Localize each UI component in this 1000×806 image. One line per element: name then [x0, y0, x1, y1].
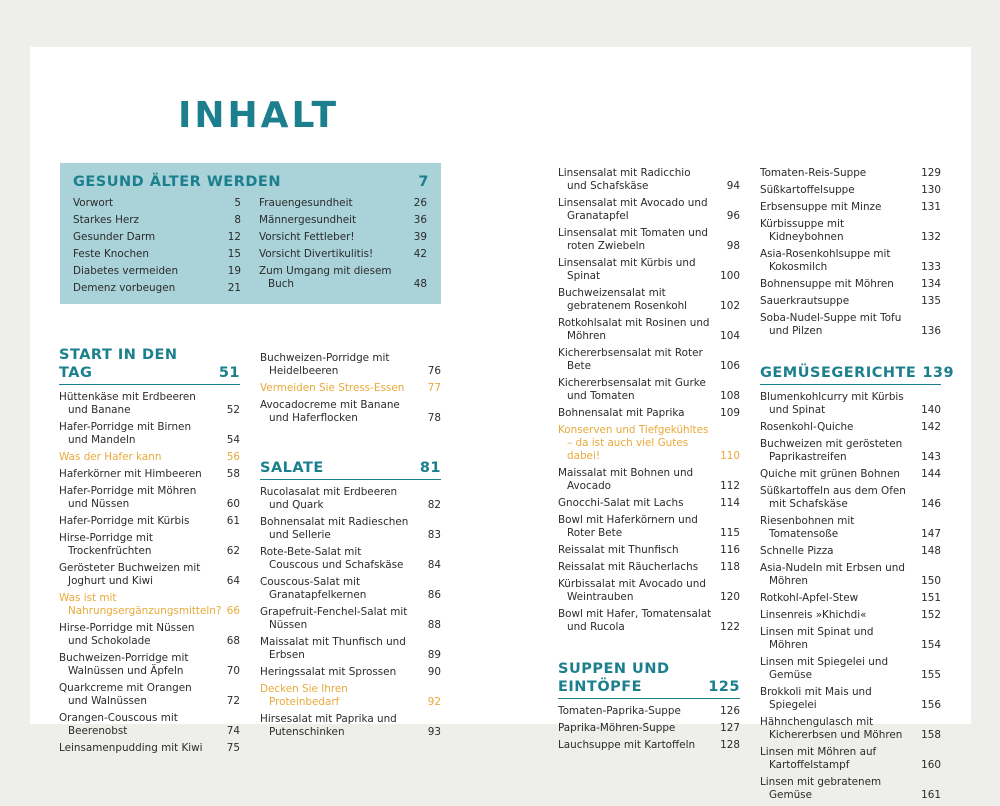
entry-page: 48	[413, 278, 427, 290]
entry-page: 155	[921, 669, 941, 681]
toc-entry[interactable]	[558, 608, 740, 634]
entry-title: Konserven und Tiefgekühltes – da ist auch viel Gutes dabei!	[558, 424, 709, 462]
toc-entry[interactable]	[760, 656, 941, 682]
entry-title: Linsensalat mit Tomaten und roten Zwiebeln	[558, 227, 708, 252]
entry-title: Lauchsuppe mit Kartoffeln	[558, 739, 696, 751]
entry-title: Erbsensuppe mit Minze	[760, 201, 882, 213]
column-4	[760, 167, 955, 806]
toc-entry[interactable]	[59, 421, 240, 447]
section-page: 81	[419, 460, 441, 476]
entry-page: 54	[226, 434, 240, 446]
entry-page: 116	[720, 544, 740, 556]
entry-title: Reissalat mit Räucherlachs	[558, 561, 699, 573]
entry-title: Bohnensuppe mit Möhren	[760, 278, 894, 290]
entry-page: 126	[720, 705, 740, 717]
toc-entry[interactable]	[558, 739, 740, 752]
entry-title: Hafer-Porridge mit Kürbis	[59, 515, 190, 527]
entry-list	[260, 486, 441, 739]
entry-title: Maissalat mit Bohnen und Avocado	[558, 467, 694, 492]
entry-title: Leinsamenpudding mit Kiwi	[59, 742, 203, 754]
entry-title: Brokkoli mit Mais und Spiegelei	[760, 686, 872, 711]
section-page: 125	[708, 679, 740, 695]
entry-title: Gerösteter Buchweizen mit Joghurt und Kiwi	[59, 562, 201, 587]
entry-title: Linsen mit Spinat und Möhren	[760, 626, 874, 651]
entry-page: 132	[921, 231, 941, 243]
entry-title: Rucolasalat mit Erdbeeren und Quark	[260, 486, 398, 511]
entry-page: 158	[921, 729, 941, 741]
entry-title: Kichererbsensalat mit Roter Bete	[558, 347, 703, 372]
entry-title: Quiche mit grünen Bohnen	[760, 468, 900, 480]
entry-page: 39	[413, 231, 427, 243]
section-title: GEMÜSEGERICHTE	[760, 365, 917, 381]
toc-entry[interactable]	[73, 214, 241, 227]
entry-page: 75	[226, 742, 240, 754]
section-page: 139	[922, 365, 955, 381]
entry-title: Männergesundheit	[259, 214, 357, 226]
page-title: INHALT	[178, 95, 340, 136]
toc-entry[interactable]	[558, 407, 740, 420]
entry-title: Was ist mit Nahrungsergänzungsmitteln?	[59, 592, 222, 617]
section-title: SALATE	[260, 460, 324, 476]
entry-page: 100	[720, 270, 740, 282]
entry-list	[558, 167, 740, 634]
section-heading-gesund[interactable]	[73, 173, 429, 193]
entry-title: Vermeiden Sie Stress-Essen	[260, 382, 405, 394]
entry-page: 144	[921, 468, 941, 480]
toc-entry-highlight[interactable]	[59, 451, 240, 464]
entry-page: 161	[921, 789, 941, 801]
entry-page: 136	[921, 325, 941, 337]
entry-page: 58	[226, 468, 240, 480]
entry-page: 15	[227, 248, 241, 260]
section-heading-suppen[interactable]	[558, 660, 740, 699]
entry-page: 61	[226, 515, 240, 527]
toc-entry[interactable]	[760, 776, 941, 802]
entry-page: 112	[720, 480, 740, 492]
toc-entry[interactable]	[760, 746, 941, 772]
entry-title: Grapefruit-Fenchel-Salat mit Nüssen	[260, 606, 408, 631]
toc-entry[interactable]	[260, 576, 441, 602]
entry-title: Linsen mit Möhren auf Kartoffelstampf	[760, 746, 877, 771]
entry-page: 160	[921, 759, 941, 771]
toc-entry[interactable]	[260, 516, 441, 542]
entry-page: 68	[226, 635, 240, 647]
entry-title: Rotkohlsalat mit Rosinen und Möhren	[558, 317, 710, 342]
entry-list	[558, 705, 740, 752]
toc-entry[interactable]	[760, 562, 941, 588]
entry-title: Diabetes vermeiden	[73, 265, 179, 277]
toc-entry[interactable]	[259, 265, 427, 291]
toc-entry[interactable]	[558, 167, 740, 193]
entry-title: Bohnensalat mit Radieschen und Sellerie	[260, 516, 409, 541]
toc-entry[interactable]	[260, 546, 441, 572]
spacer	[260, 429, 441, 459]
entry-page: 129	[921, 167, 941, 179]
entry-title: Vorsicht Divertikulitis!	[259, 248, 374, 260]
entry-title: Schnelle Pizza	[760, 545, 834, 557]
entry-page: 62	[226, 545, 240, 557]
section-heading-gemuese[interactable]	[760, 364, 955, 385]
column-3	[558, 167, 740, 756]
entry-page: 146	[921, 498, 941, 510]
entry-title: Demenz vorbeugen	[73, 282, 176, 294]
entry-title: Was der Hafer kann	[59, 451, 162, 463]
toc-entry[interactable]	[558, 514, 740, 540]
section-heading-start[interactable]	[59, 346, 240, 385]
entry-title: Heringssalat mit Sprossen	[260, 666, 397, 678]
entry-page: 98	[726, 240, 740, 252]
toc-entry[interactable]	[760, 468, 941, 481]
toc-entry[interactable]	[558, 467, 740, 493]
entry-title: Hafer-Porridge mit Birnen und Mandeln	[59, 421, 192, 446]
entry-page: 82	[427, 499, 441, 511]
toc-entry[interactable]	[760, 485, 941, 511]
toc-entry[interactable]	[259, 231, 427, 244]
toc-entry[interactable]	[760, 184, 941, 197]
entry-title: Rosenkohl-Quiche	[760, 421, 854, 433]
entry-page: 84	[427, 559, 441, 571]
entry-page: 134	[921, 278, 941, 290]
toc-entry[interactable]	[260, 636, 441, 662]
section-title: GESUND ÄLTER WERDEN	[73, 174, 281, 190]
entry-page: 143	[921, 451, 941, 463]
toc-entry[interactable]	[760, 201, 941, 214]
entry-page: 94	[726, 180, 740, 192]
entry-page: 115	[720, 527, 740, 539]
toc-entry[interactable]	[760, 312, 941, 338]
entry-title: Asia-Rosenkohlsuppe mit Kokosmilch	[760, 248, 891, 273]
toc-entry-highlight[interactable]	[558, 424, 740, 463]
toc-entry[interactable]	[760, 686, 941, 712]
entry-title: Hafer-Porridge mit Möhren und Nüssen	[59, 485, 197, 510]
entry-page: 120	[720, 591, 740, 603]
entry-page: 151	[921, 592, 941, 604]
entry-title: Linsensalat mit Avocado und Granatapfel	[558, 197, 708, 222]
toc-entry[interactable]	[259, 214, 427, 227]
toc-entry-highlight[interactable]	[260, 683, 441, 709]
toc-entry[interactable]	[260, 666, 441, 679]
entry-list	[760, 167, 941, 338]
toc-entry[interactable]	[73, 248, 241, 261]
spacer	[558, 638, 740, 660]
entry-title: Linsensalat mit Kürbis und Spinat	[558, 257, 696, 282]
toc-entry[interactable]	[59, 468, 240, 481]
entry-title: Buchweizen-Porridge mit Walnüssen und Äpfeln	[59, 652, 189, 677]
entry-page: 66	[226, 605, 240, 617]
toc-entry[interactable]	[73, 197, 241, 210]
entry-title: Hirse-Porridge mit Nüssen und Schokolade	[59, 622, 195, 647]
entry-title: Linsen mit Spiegelei und Gemüse	[760, 656, 889, 681]
toc-entry[interactable]	[73, 265, 241, 278]
entry-title: Linsenreis »Khichdi«	[760, 609, 867, 621]
entry-page: 52	[226, 404, 240, 416]
intro-section	[73, 173, 429, 197]
toc-entry[interactable]	[760, 515, 941, 541]
entry-title: Bowl mit Haferkörnern und Roter Bete	[558, 514, 698, 539]
toc-entry[interactable]	[760, 716, 941, 742]
entry-page: 140	[921, 404, 941, 416]
toc-entry[interactable]	[59, 712, 240, 738]
toc-entry-highlight[interactable]	[59, 592, 240, 618]
toc-entry[interactable]	[260, 713, 441, 739]
toc-entry[interactable]	[558, 287, 740, 313]
entry-title: Bohnensalat mit Paprika	[558, 407, 685, 419]
entry-title: Rotkohl-Apfel-Stew	[760, 592, 859, 604]
toc-entry[interactable]	[760, 421, 941, 434]
entry-title: Linsen mit gebratenem Gemüse	[760, 776, 882, 801]
entry-title: Orangen-Couscous mit Beerenobst	[59, 712, 178, 737]
toc-entry[interactable]	[558, 257, 740, 283]
toc-entry[interactable]	[760, 167, 941, 180]
entry-title: Buchweizen-Porridge mit Heidelbeeren	[260, 352, 390, 377]
entry-title: Soba-Nudel-Suppe mit Tofu und Pilzen	[760, 312, 902, 337]
intro-list-left	[73, 197, 241, 299]
entry-page: 76	[427, 365, 441, 377]
entry-title: Sauerkrautsuppe	[760, 295, 850, 307]
entry-page: 152	[921, 609, 941, 621]
column-2	[260, 352, 441, 743]
entry-page: 102	[720, 300, 740, 312]
entry-list	[760, 391, 941, 802]
section-page: 7	[418, 174, 429, 190]
entry-page: 5	[234, 197, 241, 209]
section-page: 51	[218, 365, 240, 381]
toc-entry[interactable]	[760, 438, 941, 464]
toc-entry[interactable]	[760, 626, 941, 652]
toc-entry[interactable]	[59, 532, 240, 558]
toc-entry[interactable]	[558, 544, 740, 557]
entry-title: Couscous-Salat mit Granatapfelkernen	[260, 576, 367, 601]
toc-entry[interactable]	[760, 278, 941, 291]
entry-title: Zum Umgang mit diesem Buch	[259, 265, 392, 290]
entry-title: Feste Knochen	[73, 248, 150, 260]
column-1	[59, 346, 240, 759]
entry-title: Kürbissuppe mit Kidneybohnen	[760, 218, 845, 243]
entry-title: Starkes Herz	[73, 214, 139, 226]
entry-page: 70	[226, 665, 240, 677]
entry-title: Riesenbohnen mit Tomatensoße	[760, 515, 855, 540]
toc-entry-highlight[interactable]	[260, 382, 441, 395]
entry-title: Rote-Bete-Salat mit Couscous und Schafskäse	[260, 546, 404, 571]
toc-entry[interactable]	[760, 609, 941, 622]
entry-title: Quarkcreme mit Orangen und Walnüssen	[59, 682, 192, 707]
toc-entry[interactable]	[558, 722, 740, 735]
entry-page: 93	[427, 726, 441, 738]
entry-page: 148	[921, 545, 941, 557]
entry-page: 19	[227, 265, 241, 277]
toc-entry[interactable]	[260, 486, 441, 512]
entry-title: Hirsesalat mit Paprika und Putenschinken	[260, 713, 397, 738]
entry-title: Kürbissalat mit Avocado und Weintrauben	[558, 578, 706, 603]
entry-page: 92	[427, 696, 441, 708]
entry-title: Asia-Nudeln mit Erbsen und Möhren	[760, 562, 905, 587]
entry-page: 156	[921, 699, 941, 711]
entry-title: Frauengesundheit	[259, 197, 353, 209]
toc-entry[interactable]	[73, 231, 241, 244]
entry-page: 26	[413, 197, 427, 209]
entry-title: Süßkartoffeln aus dem Ofen mit Schafskäse	[760, 485, 906, 510]
entry-page: 106	[720, 360, 740, 372]
section-title: START IN DEN TAG	[59, 347, 178, 381]
section-heading-salate[interactable]	[260, 459, 441, 480]
intro-list-right	[259, 197, 427, 295]
entry-title: Tomaten-Paprika-Suppe	[558, 705, 681, 717]
entry-page: 64	[226, 575, 240, 587]
entry-page: 133	[921, 261, 941, 273]
entry-page: 130	[921, 184, 941, 196]
entry-page: 42	[413, 248, 427, 260]
entry-page: 147	[921, 528, 941, 540]
entry-title: Paprika-Möhren-Suppe	[558, 722, 676, 734]
entry-list	[260, 352, 441, 425]
toc-entry[interactable]	[558, 497, 740, 510]
toc-entry[interactable]	[59, 485, 240, 511]
entry-title: Decken Sie Ihren Proteinbedarf	[260, 683, 348, 708]
entry-title: Gnocchi-Salat mit Lachs	[558, 497, 684, 509]
entry-title: Vorsicht Fettleber!	[259, 231, 355, 243]
entry-title: Tomaten-Reis-Suppe	[760, 167, 867, 179]
entry-page: 114	[720, 497, 740, 509]
entry-page: 131	[921, 201, 941, 213]
entry-page: 90	[427, 666, 441, 678]
toc-entry[interactable]	[59, 515, 240, 528]
section-title: SUPPEN UND EINTÖPFE	[558, 661, 670, 695]
entry-title: Bowl mit Hafer, Tomatensalat und Rucola	[558, 608, 712, 633]
toc-entry[interactable]	[760, 218, 941, 244]
entry-page: 108	[720, 390, 740, 402]
toc-entry[interactable]	[760, 391, 941, 417]
entry-page: 89	[427, 649, 441, 661]
toc-entry[interactable]	[259, 248, 427, 261]
toc-entry[interactable]	[558, 197, 740, 223]
toc-entry[interactable]	[73, 282, 241, 295]
entry-page: 74	[226, 725, 240, 737]
entry-title: Maissalat mit Thunfisch und Erbsen	[260, 636, 406, 661]
entry-list	[59, 391, 240, 755]
entry-title: Süßkartoffelsuppe	[760, 184, 855, 196]
entry-title: Linsensalat mit Radicchio und Schafskäse	[558, 167, 691, 192]
entry-page: 109	[720, 407, 740, 419]
entry-page: 78	[427, 412, 441, 424]
entry-page: 142	[921, 421, 941, 433]
entry-page: 110	[720, 450, 740, 462]
entry-title: Gesunder Darm	[73, 231, 156, 243]
toc-entry[interactable]	[760, 248, 941, 274]
entry-title: Hähnchengulasch mit Kichererbsen und Möhren	[760, 716, 903, 741]
toc-entry[interactable]	[59, 391, 240, 417]
entry-title: Reissalat mit Thunfisch	[558, 544, 679, 556]
entry-title: Kichererbsensalat mit Gurke und Tomaten	[558, 377, 706, 402]
entry-page: 104	[720, 330, 740, 342]
entry-page: 154	[921, 639, 941, 651]
entry-page: 77	[427, 382, 441, 394]
entry-title: Blumenkohlcurry mit Kürbis und Spinat	[760, 391, 904, 416]
entry-page: 12	[227, 231, 241, 243]
entry-title: Vorwort	[73, 197, 114, 209]
entry-title: Buchweizen mit gerösteten Paprikastreifen	[760, 438, 903, 463]
toc-entry[interactable]	[558, 227, 740, 253]
toc-entry[interactable]	[59, 622, 240, 648]
entry-page: 96	[726, 210, 740, 222]
spacer	[760, 342, 941, 364]
entry-page: 122	[720, 621, 740, 633]
toc-entry[interactable]	[760, 592, 941, 605]
toc-entry[interactable]	[259, 197, 427, 210]
entry-page: 150	[921, 575, 941, 587]
entry-title: Hirse-Porridge mit Trockenfrüchten	[59, 532, 153, 557]
toc-entry[interactable]	[558, 578, 740, 604]
toc-entry[interactable]	[260, 399, 441, 425]
toc-entry[interactable]	[260, 606, 441, 632]
entry-title: Avocadocreme mit Banane und Haferflocken	[260, 399, 400, 424]
toc-entry[interactable]	[558, 347, 740, 373]
entry-page: 72	[226, 695, 240, 707]
toc-entry[interactable]	[260, 352, 441, 378]
book-spread	[30, 47, 971, 801]
toc-entry[interactable]	[558, 561, 740, 574]
toc-entry[interactable]	[59, 682, 240, 708]
toc-entry[interactable]	[558, 705, 740, 718]
entry-title: Buchweizensalat mit gebratenem Rosenkohl	[558, 287, 688, 312]
entry-page: 83	[427, 529, 441, 541]
toc-entry[interactable]	[558, 377, 740, 403]
toc-entry[interactable]	[59, 652, 240, 678]
entry-page: 21	[227, 282, 241, 294]
entry-page: 36	[413, 214, 427, 226]
entry-page: 8	[234, 214, 241, 226]
entry-page: 60	[226, 498, 240, 510]
entry-page: 128	[720, 739, 740, 751]
entry-page: 118	[720, 561, 740, 573]
toc-entry[interactable]	[760, 545, 941, 558]
entry-page: 88	[427, 619, 441, 631]
entry-page: 127	[720, 722, 740, 734]
entry-title: Hüttenkäse mit Erdbeeren und Banane	[59, 391, 196, 416]
entry-page: 135	[921, 295, 941, 307]
toc-entry[interactable]	[760, 295, 941, 308]
entry-page: 86	[427, 589, 441, 601]
toc-entry[interactable]	[59, 742, 240, 755]
toc-entry[interactable]	[59, 562, 240, 588]
entry-title: Haferkörner mit Himbeeren	[59, 468, 202, 480]
entry-page: 56	[226, 451, 240, 463]
toc-entry[interactable]	[558, 317, 740, 343]
